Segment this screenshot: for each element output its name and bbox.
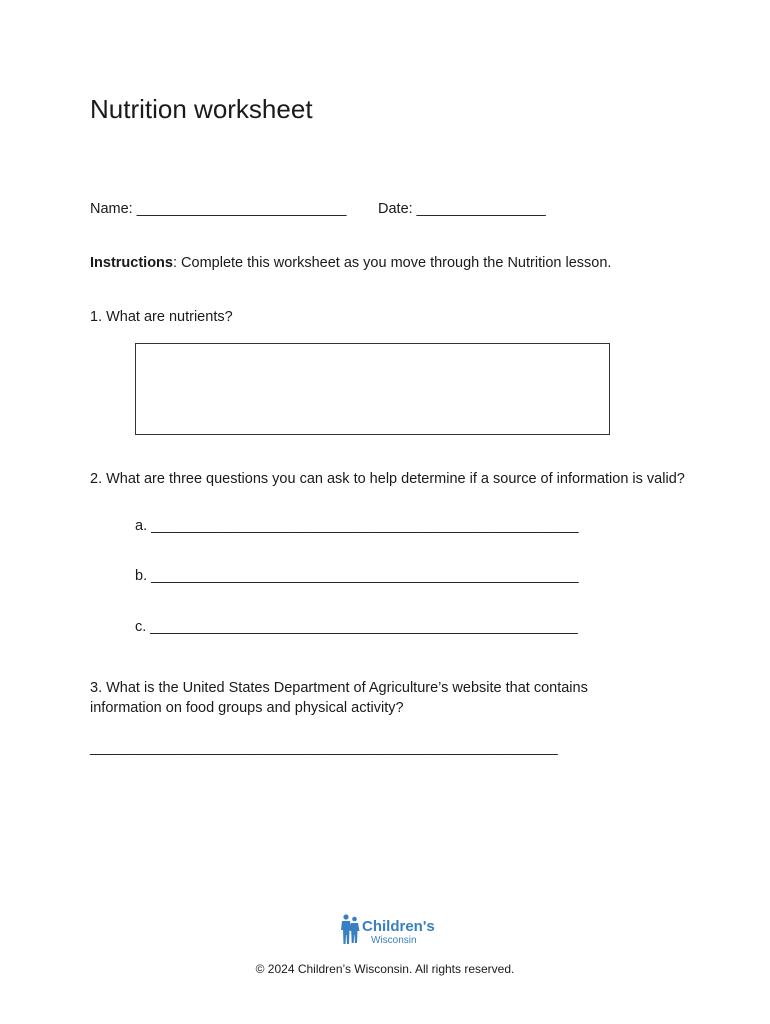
logo-figures-icon — [341, 914, 360, 944]
question-2-option-c[interactable]: c. _____________________________________________________ — [135, 619, 578, 635]
question-3-answer-line[interactable]: __________________________________________________________ — [90, 740, 558, 756]
page-title: Nutrition worksheet — [90, 94, 313, 124]
instructions-text: : Complete this worksheet as you move through the Nutrition lesson. — [172, 255, 612, 271]
logo-text-line1: Children's — [362, 918, 435, 935]
question-2: 2. What are three questions you can ask to help determine if a source of information is valid? — [90, 471, 685, 487]
logo-text-line2: Wisconsin — [371, 935, 417, 946]
name-field[interactable]: Name: __________________________ — [90, 201, 347, 217]
question-2-option-b[interactable]: b. _____________________________________________________ — [135, 568, 579, 584]
childrens-wisconsin-logo — [340, 912, 435, 948]
question-1: 1. What are nutrients? — [90, 309, 233, 325]
instructions — [90, 255, 611, 271]
question-2-option-a[interactable]: a. _____________________________________________________ — [135, 518, 579, 534]
date-field[interactable]: Date: ________________ — [378, 201, 546, 217]
question-1-answer-box[interactable] — [135, 343, 610, 435]
instructions-label: Instructions — [90, 255, 173, 271]
footer-copyright: © 2024 Children’s Wisconsin. All rights reserved. — [255, 962, 515, 976]
question-3: 3. What is the United States Department of Agriculture’s website that contains information on food groups and physical activity? — [90, 680, 588, 716]
